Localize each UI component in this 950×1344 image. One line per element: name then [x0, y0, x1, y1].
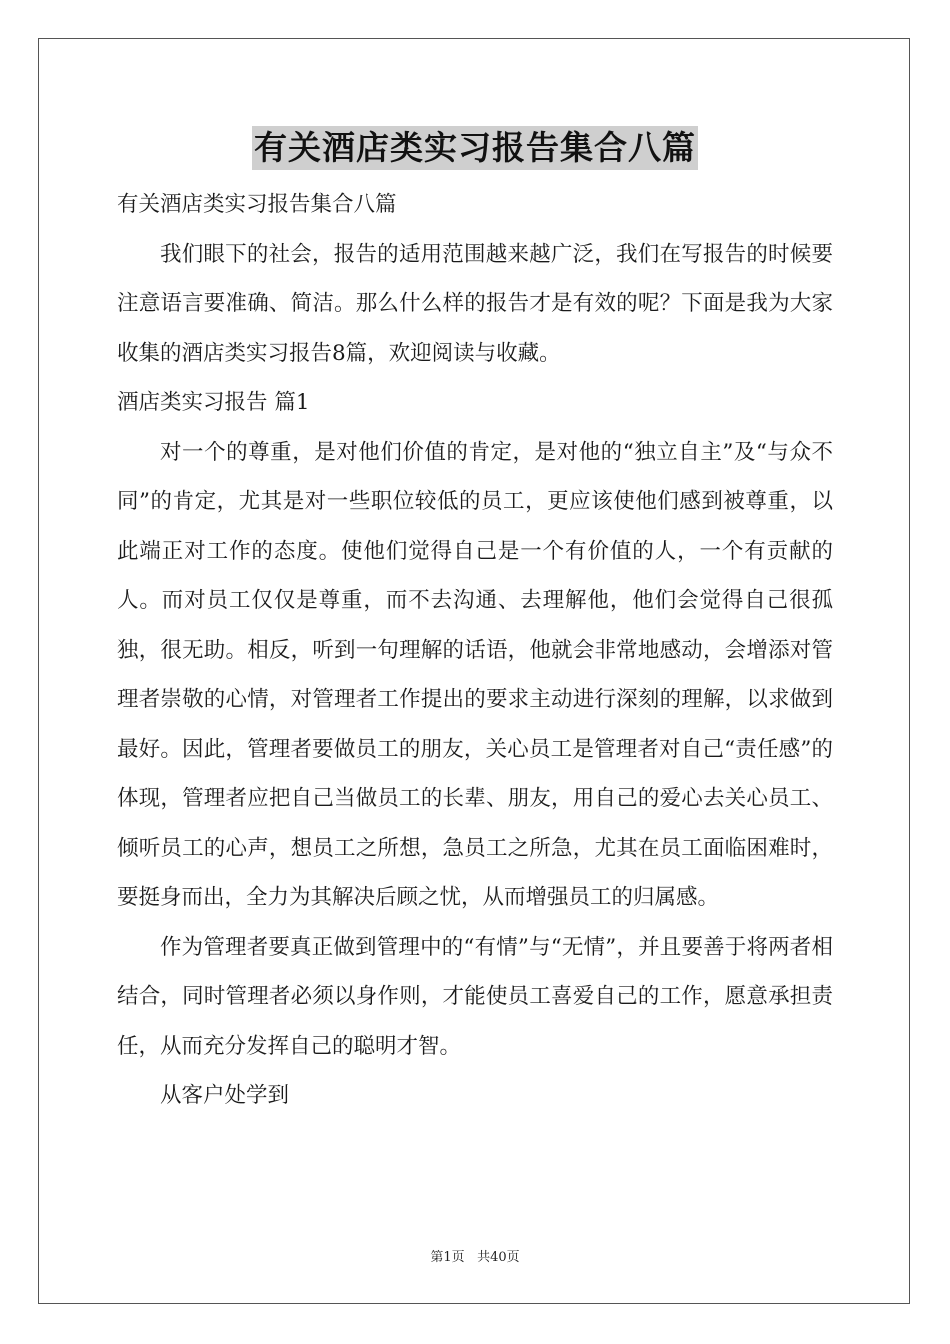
section-heading: 酒店类实习报告 篇1 [117, 390, 310, 415]
document-title: 有关酒店类实习报告集合八篇 [252, 126, 698, 170]
body-paragraph: 从客户处学到 [160, 1083, 290, 1108]
subtitle-line: 有关酒店类实习报告集合八篇 [117, 192, 397, 217]
total-pages: 共40页 [477, 1250, 520, 1265]
page-number: 第1页 [430, 1250, 465, 1265]
title-wrap [0, 126, 950, 170]
document-body [117, 180, 833, 1121]
body-paragraph: 作为管理者要真正做到管理中的“有情”与“无情”，并且要善于将两者相结合，同时管理者必须以身作则，才能使员工喜爱自己的工作，愿意承担责任，从而充分发挥自己的聪明才智。 [117, 934, 833, 1059]
page-footer [0, 1246, 950, 1265]
body-paragraph: 对一个的尊重，是对他们价值的肯定，是对他的“独立自主”及“与众不同”的肯定，尤其是对一些职位较低的员工，更应该使他们感到被尊重，以此端正对工作的态度。使他们觉得自己是一个有价值的人，一个有贡献的人。而对员工仅仅是尊重，而不去沟通、去理解他，他们会觉得自己很孤独，很无助。相反，听到一句理解的话语，他就会非常地感动，会增添对管理者崇敬的心情，对管理者工作提出的要求主动进行深刻的理解，以求做到最好。因此，管理者要做员工的朋友，关心员工是管理者对自己“责任感”的体现，管理者应把自己当做员工的长辈、朋友，用自己的爱心去关心员工、倾听员工的心声，想员工之所想，急员工之所急，尤其在员工面临困难时，要挺身而出，全力为其解决后顾之忧，从而增强员工的归属感。 [117, 439, 833, 910]
intro-paragraph: 我们眼下的社会，报告的适用范围越来越广泛，我们在写报告的时候要注意语言要准确、简洁。那么什么样的报告才是有效的呢？下面是我为大家收集的酒店类实习报告8篇，欢迎阅读与收藏。 [117, 241, 833, 366]
